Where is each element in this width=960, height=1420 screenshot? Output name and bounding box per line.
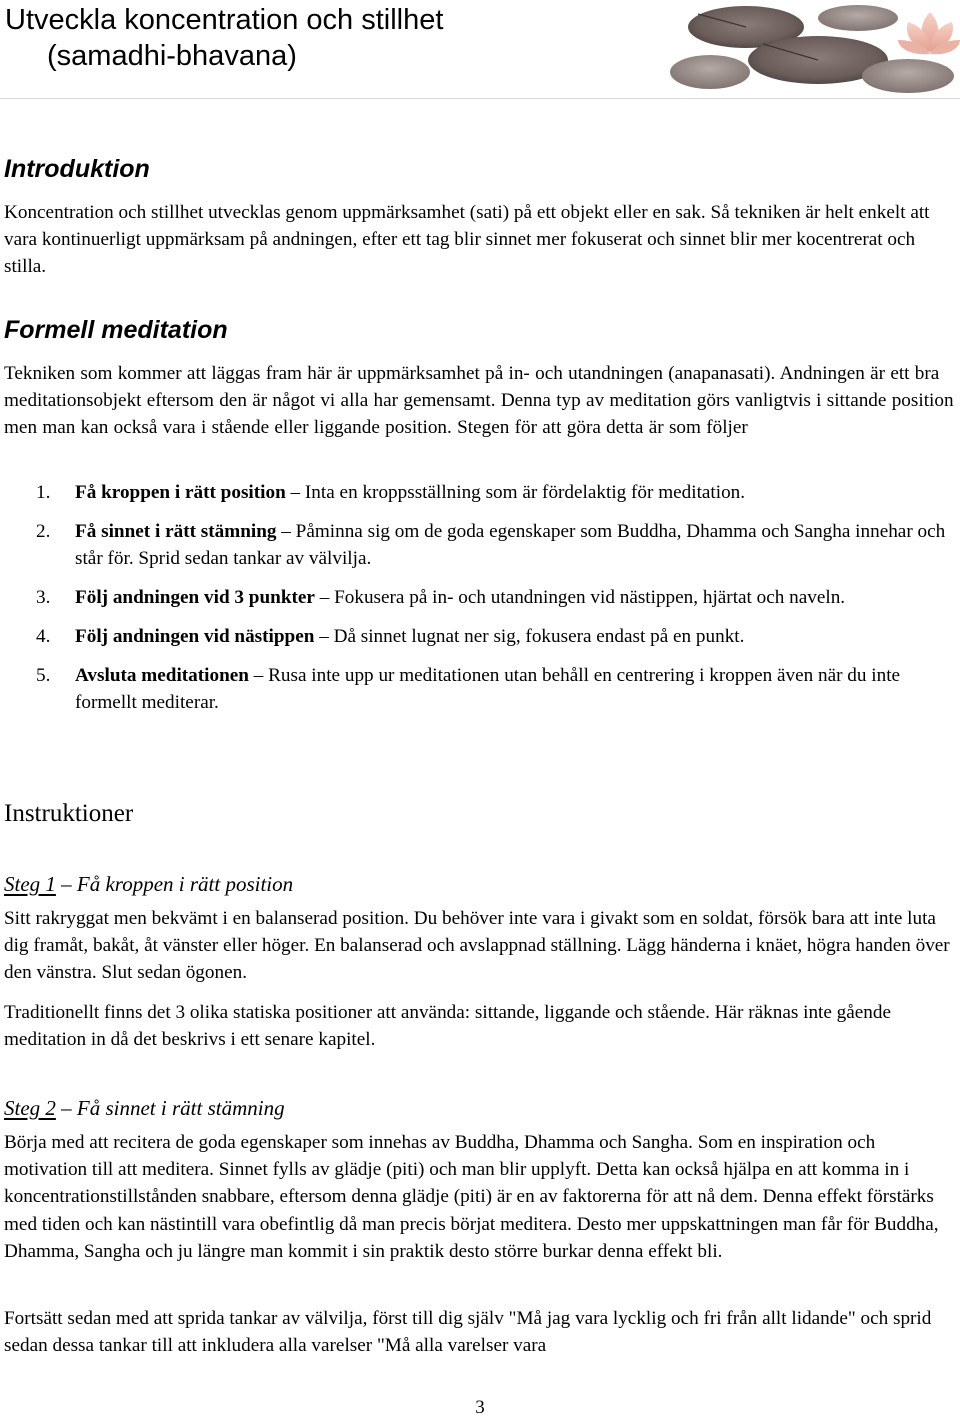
list-item	[0, 662, 955, 717]
paragraph-steg2-valvilja: Fortsätt sedan med att sprida tankar av välvilja, först till dig själv "Må jag vara lycklig och fri från allt lidande" och sprid sedan dessa tankar till att inkludera alla varelser "Må alla varelser vara	[4, 1308, 932, 1357]
list-item-title: Avsluta meditationen	[75, 665, 249, 687]
list-item-number: 4.	[36, 626, 51, 648]
step-heading-title: – Få kroppen i rätt position	[55, 872, 294, 896]
list-item-number: 1.	[36, 482, 51, 503]
list-item-number: 2.	[36, 520, 51, 542]
section-heading-formell-meditation: Formell meditation	[4, 316, 228, 344]
lily-pad	[818, 5, 898, 31]
lotus-flower	[898, 12, 960, 54]
step-heading-title: – Få sinnet i rätt stämning	[55, 1096, 285, 1120]
lily-pad	[862, 59, 954, 93]
list-item-text: – Inta en kroppsställning som är fördelaktig för meditation.	[285, 482, 746, 503]
step-heading-1	[4, 871, 293, 897]
header-divider	[0, 98, 960, 99]
list-item-text: – Då sinnet lugnat ner sig, fokusera endast på en punkt.	[314, 626, 745, 648]
list-item	[0, 584, 955, 611]
list-item-title: Få sinnet i rätt stämning	[75, 520, 277, 542]
list-item-text: – Påminna sig om de goda egenskaper som Buddha, Dhamma och Sangha innehar och står för. Sprid sedan tankar av välvilja.	[75, 520, 946, 570]
section-heading-introduktion: Introduktion	[4, 155, 150, 183]
paragraph-steg1-position: Sitt rakryggat men bekvämt i en balanserad position. Du behöver inte vara i givakt som en soldat, försök bara att inte luta dig framåt, bakåt, åt vänster eller höger. En balanserad och avslappnad ställning. Lägg händerna i knäet, högra handen över den vänstra. Slut sedan ögonen.	[4, 908, 950, 984]
page-number: 3	[475, 1397, 485, 1418]
list-item-number: 5.	[36, 665, 51, 687]
step-heading-label: Steg 2	[4, 1096, 56, 1120]
lily-pad	[670, 55, 750, 89]
list-item-text: – Rusa inte upp ur meditationen utan behåll en centrering i kroppen även när du inte formellt mediterar.	[75, 665, 901, 714]
paragraph-steg2-recitera: Börja med att recitera de goda egenskaper som innehas av Buddha, Dhamma och Sangha. Som en inspiration och motivation till att meditera. Sinnet fylls av glädje (piti) och man blir upplyft. Detta kan också hjälpa en att komma in i koncentrationstillstånden snabbare, eftersom denna glädje (piti) är en av faktorerna för att nå dem. Denna effekt förstärks med tiden och kan nästintill vara obefintlig då man precis börjat meditera. Desto mer uppskattningen man får för Buddha, Dhamma, Sangha och ju längre man kommit i sin praktik desto större burkar denna effekt bli.	[4, 1132, 939, 1262]
lotus-lily-pad-illustration	[668, 0, 960, 98]
list-item-title: Följ andningen vid 3 punkter	[75, 587, 315, 609]
list-item-title: Få kroppen i rätt position	[75, 482, 286, 503]
section-heading-instruktioner: Instruktioner	[4, 800, 134, 827]
step-heading-label: Steg 1	[4, 872, 56, 896]
list-item-number: 3.	[36, 587, 51, 609]
document-title	[5, 2, 645, 74]
list-item	[0, 518, 955, 573]
list-item	[0, 479, 955, 506]
list-item	[0, 623, 955, 650]
list-item-title: Följ andningen vid nästippen	[75, 626, 315, 648]
paragraph-formell-meditation: Tekniken som kommer att läggas fram här är uppmärksamhet på in- och utandningen (anapanasati). Andningen är ett bra meditationsobjekt eftersom den är något vi alla har gemensamt. Denna typ av meditation görs vanligtvis i sittande position men man kan också vara i stående eller liggande position. Stegen för att göra detta är som följer	[4, 363, 954, 439]
paragraph-introduktion: Koncentration och stillhet utvecklas genom uppmärksamhet (sati) på ett objekt eller en sak. Så tekniken är helt enkelt att vara kontinuerligt uppmärksam på andningen, efter ett tag blir sinnet mer fokuserat och sinnet blir mer kocentrerat och stilla.	[4, 202, 930, 278]
list-item-text: – Fokusera på in- och utandningen vid nästippen, hjärtat och naveln.	[314, 587, 846, 609]
meditation-steps-list	[0, 479, 955, 728]
title-line-1: Utveckla koncentration och stillhet	[5, 4, 444, 36]
step-heading-2	[4, 1095, 285, 1121]
title-line-2: (samadhi-bhavana)	[47, 40, 297, 72]
paragraph-steg1-traditionellt: Traditionellt finns det 3 olika statiska positioner att använda: sittande, liggande och stående. Här räknas inte gående meditation in då det beskrivs i ett senare kapitel.	[4, 1002, 892, 1051]
